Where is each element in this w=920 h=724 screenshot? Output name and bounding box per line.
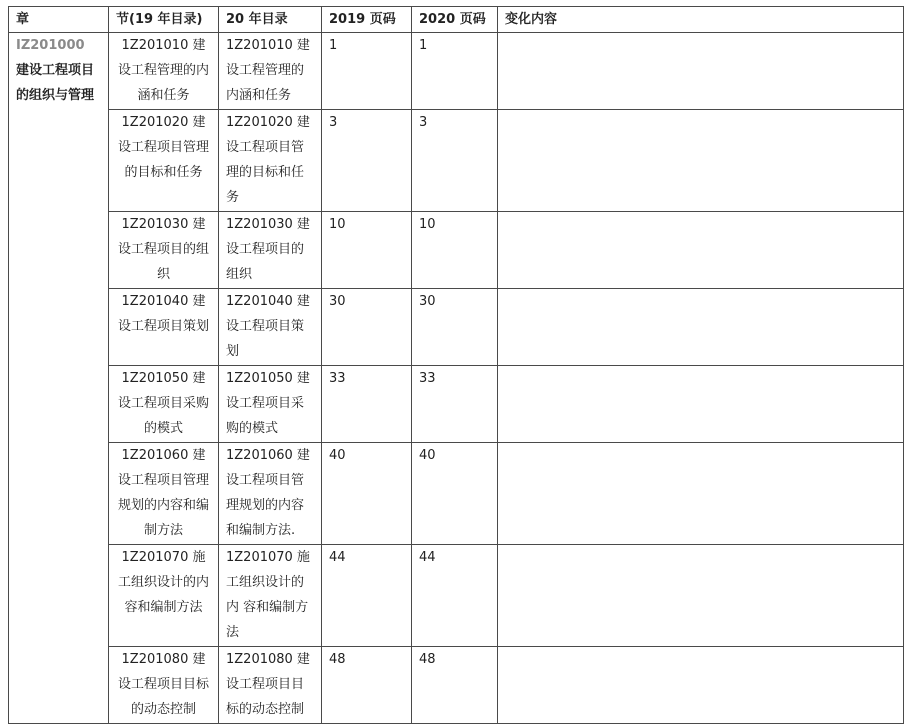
- section-2019-cell: 1Z201050 建设工程项目采购的模式: [109, 366, 219, 443]
- chapter-title: 建设工程项目的组织与管理: [16, 63, 95, 103]
- section-2020-cell: 1Z201060 建设工程项目管理规划的内容和编制方法.: [219, 443, 322, 545]
- change-cell: [498, 545, 904, 647]
- page-2019-cell: 1: [322, 33, 412, 110]
- page-2020-cell: 10: [412, 212, 498, 289]
- section-2020-cell: 1Z201020 建设工程项目管理的目标和任务: [219, 110, 322, 212]
- section-2019-cell: 1Z201030 建设工程项目的组织: [109, 212, 219, 289]
- section-2019-cell: 1Z201010 建设工程管理的内涵和任务: [109, 33, 219, 110]
- section-2020-cell: 1Z201010 建设工程管理的内涵和任务: [219, 33, 322, 110]
- change-cell: [498, 647, 904, 724]
- page-2019-cell: 44: [322, 545, 412, 647]
- chapter-code: IZ201000: [16, 38, 85, 53]
- page-2019-cell: 40: [322, 443, 412, 545]
- section-2020-cell: 1Z201070 施工组织设计的内 容和编制方法: [219, 545, 322, 647]
- change-cell: [498, 366, 904, 443]
- change-cell: [498, 443, 904, 545]
- page-2019-cell: 33: [322, 366, 412, 443]
- page-2019-cell: 3: [322, 110, 412, 212]
- page-2019-cell: 30: [322, 289, 412, 366]
- page-2020-cell: 3: [412, 110, 498, 212]
- page-2020-cell: 44: [412, 545, 498, 647]
- catalog-comparison-table: [8, 6, 904, 724]
- section-2019-cell: 1Z201070 施工组织设计的内容和编制方法: [109, 545, 219, 647]
- section-2020-cell: 1Z201030 建设工程项目的组织: [219, 212, 322, 289]
- page-2020-cell: 1: [412, 33, 498, 110]
- change-cell: [498, 33, 904, 110]
- table-row: [9, 289, 904, 366]
- table-header-row: [9, 7, 904, 33]
- table-row: [9, 366, 904, 443]
- change-cell: [498, 212, 904, 289]
- section-2020-cell: 1Z201080 建设工程项目目标的动态控制: [219, 647, 322, 724]
- header-page-2019: 2019 页码: [322, 7, 412, 33]
- section-2019-cell: 1Z201020 建设工程项目管理的目标和任务: [109, 110, 219, 212]
- section-2019-cell: 1Z201080 建设工程项目目标的动态控制: [109, 647, 219, 724]
- change-cell: [498, 289, 904, 366]
- table-row: [9, 443, 904, 545]
- table-row: [9, 212, 904, 289]
- section-2019-cell: 1Z201060 建设工程项目管理规划的内容和编制方法: [109, 443, 219, 545]
- header-changes: 变化内容: [498, 7, 904, 33]
- section-2020-cell: 1Z201040 建设工程项目策划: [219, 289, 322, 366]
- table-row: [9, 647, 904, 724]
- table-row: [9, 33, 904, 110]
- chapter-cell: [9, 33, 109, 724]
- page-2020-cell: 40: [412, 443, 498, 545]
- page-2019-cell: 10: [322, 212, 412, 289]
- table-row: [9, 545, 904, 647]
- page-2020-cell: 30: [412, 289, 498, 366]
- header-section-2020: 20 年目录: [219, 7, 322, 33]
- page-2019-cell: 48: [322, 647, 412, 724]
- table-row: [9, 110, 904, 212]
- section-2020-cell: 1Z201050 建设工程项目采购的模式: [219, 366, 322, 443]
- page-2020-cell: 48: [412, 647, 498, 724]
- header-chapter: 章: [9, 7, 109, 33]
- header-section-2019: 节(19 年目录): [109, 7, 219, 33]
- change-cell: [498, 110, 904, 212]
- section-2019-cell: 1Z201040 建设工程项目策划: [109, 289, 219, 366]
- header-page-2020: 2020 页码: [412, 7, 498, 33]
- page-2020-cell: 33: [412, 366, 498, 443]
